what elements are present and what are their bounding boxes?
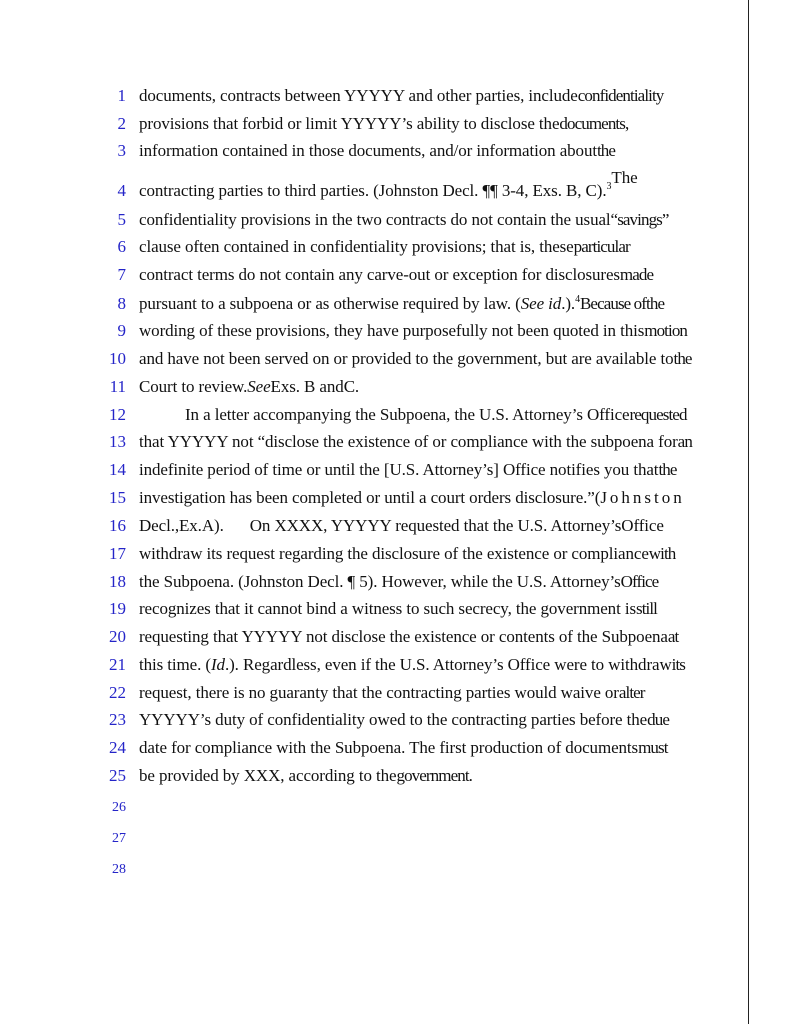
line-text: that YYYYY not “disclose the existence of or compliance with the subpoena foran [139,432,692,451]
line-number: 26 [112,800,126,815]
line-number: 3 [117,141,126,160]
line-number: 28 [112,862,126,877]
pleading-line-1 [0,83,748,109]
pleading-line-28 [0,857,748,883]
pleading-line-16 [0,513,748,539]
line-text: be provided by XXX, according to thegovernment. [139,766,473,785]
pleading-line-20 [0,624,748,650]
pleading-line-9 [0,318,748,344]
pleading-line-15 [0,485,748,511]
line-number: 5 [117,210,126,229]
pleading-line-4 [0,168,748,204]
pleading-line-18 [0,569,748,595]
line-text: clause often contained in confidentiality provisions; that is, theseparticular [139,237,630,256]
pleading-line-2 [0,111,748,137]
pleading-line-13 [0,429,748,455]
pleading-line-11 [0,374,748,400]
line-text: request, there is no guaranty that the contracting parties would waive oralter [139,683,645,702]
line-number: 23 [109,710,126,729]
right-margin-rule [748,0,749,1024]
pleading-line-25 [0,763,748,789]
line-number: 7 [117,265,126,284]
line-text: provisions that forbid or limit YYYYY’s ability to disclose thedocuments, [139,114,629,133]
line-text: contract terms do not contain any carve-out or exception for disclosuresmade [139,265,654,284]
pleading-line-27 [0,826,748,852]
line-text: recognizes that it cannot bind a witness to such secrecy, the government isstill [139,599,658,618]
line-text: pursuant to a subpoena or as otherwise required by law. (See id.).$^4$Because ofthe [139,294,665,313]
line-number: 25 [109,766,126,785]
footnote-marker: 3 [606,181,612,192]
pleading-line-3 [0,138,748,164]
line-number: 14 [109,460,126,479]
pleading-line-26 [0,795,748,821]
line-number: 22 [109,683,126,702]
line-number: 17 [109,544,126,563]
line-number: 27 [112,831,126,846]
line-number: 13 [109,432,126,451]
pleading-line-23 [0,707,748,733]
pleading-line-5 [0,207,748,233]
line-number: 8 [117,294,126,313]
line-number: 10 [109,349,126,368]
line-number: 20 [109,627,126,646]
line-text: Decl.,Ex.A). On XXXX, YYYYY requested that the U.S. Attorney’sOffice [139,516,664,535]
line-number: 11 [109,377,126,396]
line-text: YYYYY’s duty of confidentiality owed to the contracting parties before thedue [139,710,669,729]
line-text: indefinite period of time or until the [U.S. Attorney’s] Office notifies you thatthe [139,460,677,479]
line-text: and have not been served on or provided to the government, but are available tothe [139,349,692,368]
line-number: 6 [117,237,126,256]
line-text: contracting parties to third parties. (Johnston Decl. ¶¶ 3-4, Exs. B, C).$^3$The [139,168,638,200]
line-text: requesting that YYYYY not disclose the existence or contents of the Subpoenaat [139,627,679,646]
line-number: 1 [117,86,126,105]
line-number: 15 [109,488,126,507]
pleading-line-19 [0,596,748,622]
line-number: 12 [109,405,126,424]
line-text: wording of these provisions, they have purposefully not been quoted in thismotion [139,321,688,340]
line-text: Court to review.SeeExs. B andC. [139,377,360,396]
line-number: 18 [109,572,126,591]
pleading-line-17 [0,541,748,567]
pleading-line-10 [0,346,748,372]
line-text: information contained in those documents, and/or information aboutthe [139,141,616,160]
line-text: confidentiality provisions in the two contracts do not contain the usual“savings” [139,210,669,229]
line-text: the Subpoena. (Johnston Decl. ¶ 5). However, while the U.S. Attorney’sOffice [139,572,659,591]
pleading-line-7 [0,262,748,288]
line-number: 9 [117,321,126,340]
line-number: 21 [109,655,126,674]
pleading-line-22 [0,680,748,706]
line-number: 16 [109,516,126,535]
line-text: withdraw its request regarding the disclosure of the existence or compliancewith [139,544,676,563]
line-number: 19 [109,599,126,618]
line-text: investigation has been completed or until a court orders disclosure.”(Johnston [139,488,685,507]
line-number: 2 [117,114,126,133]
line-text: In a letter accompanying the Subpoena, the U.S. Attorney’s Officerequested [185,405,687,424]
line-number: 24 [109,738,126,757]
pleading-line-12 [0,402,748,428]
line-text: documents, contracts between YYYYY and other parties, includeconfidentiality [139,86,664,105]
pleading-line-24 [0,735,748,761]
line-number: 4 [117,181,126,200]
line-text: this time. (Id.). Regardless, even if the U.S. Attorney’s Office were to withdrawits [139,655,686,674]
pleading-line-6 [0,234,748,260]
pleading-line-21 [0,652,748,678]
pleading-line-14 [0,457,748,483]
footnote-marker: 4 [575,294,580,305]
pleading-line-8 [0,291,748,317]
line-text: date for compliance with the Subpoena. The first production of documentsmust [139,738,668,757]
